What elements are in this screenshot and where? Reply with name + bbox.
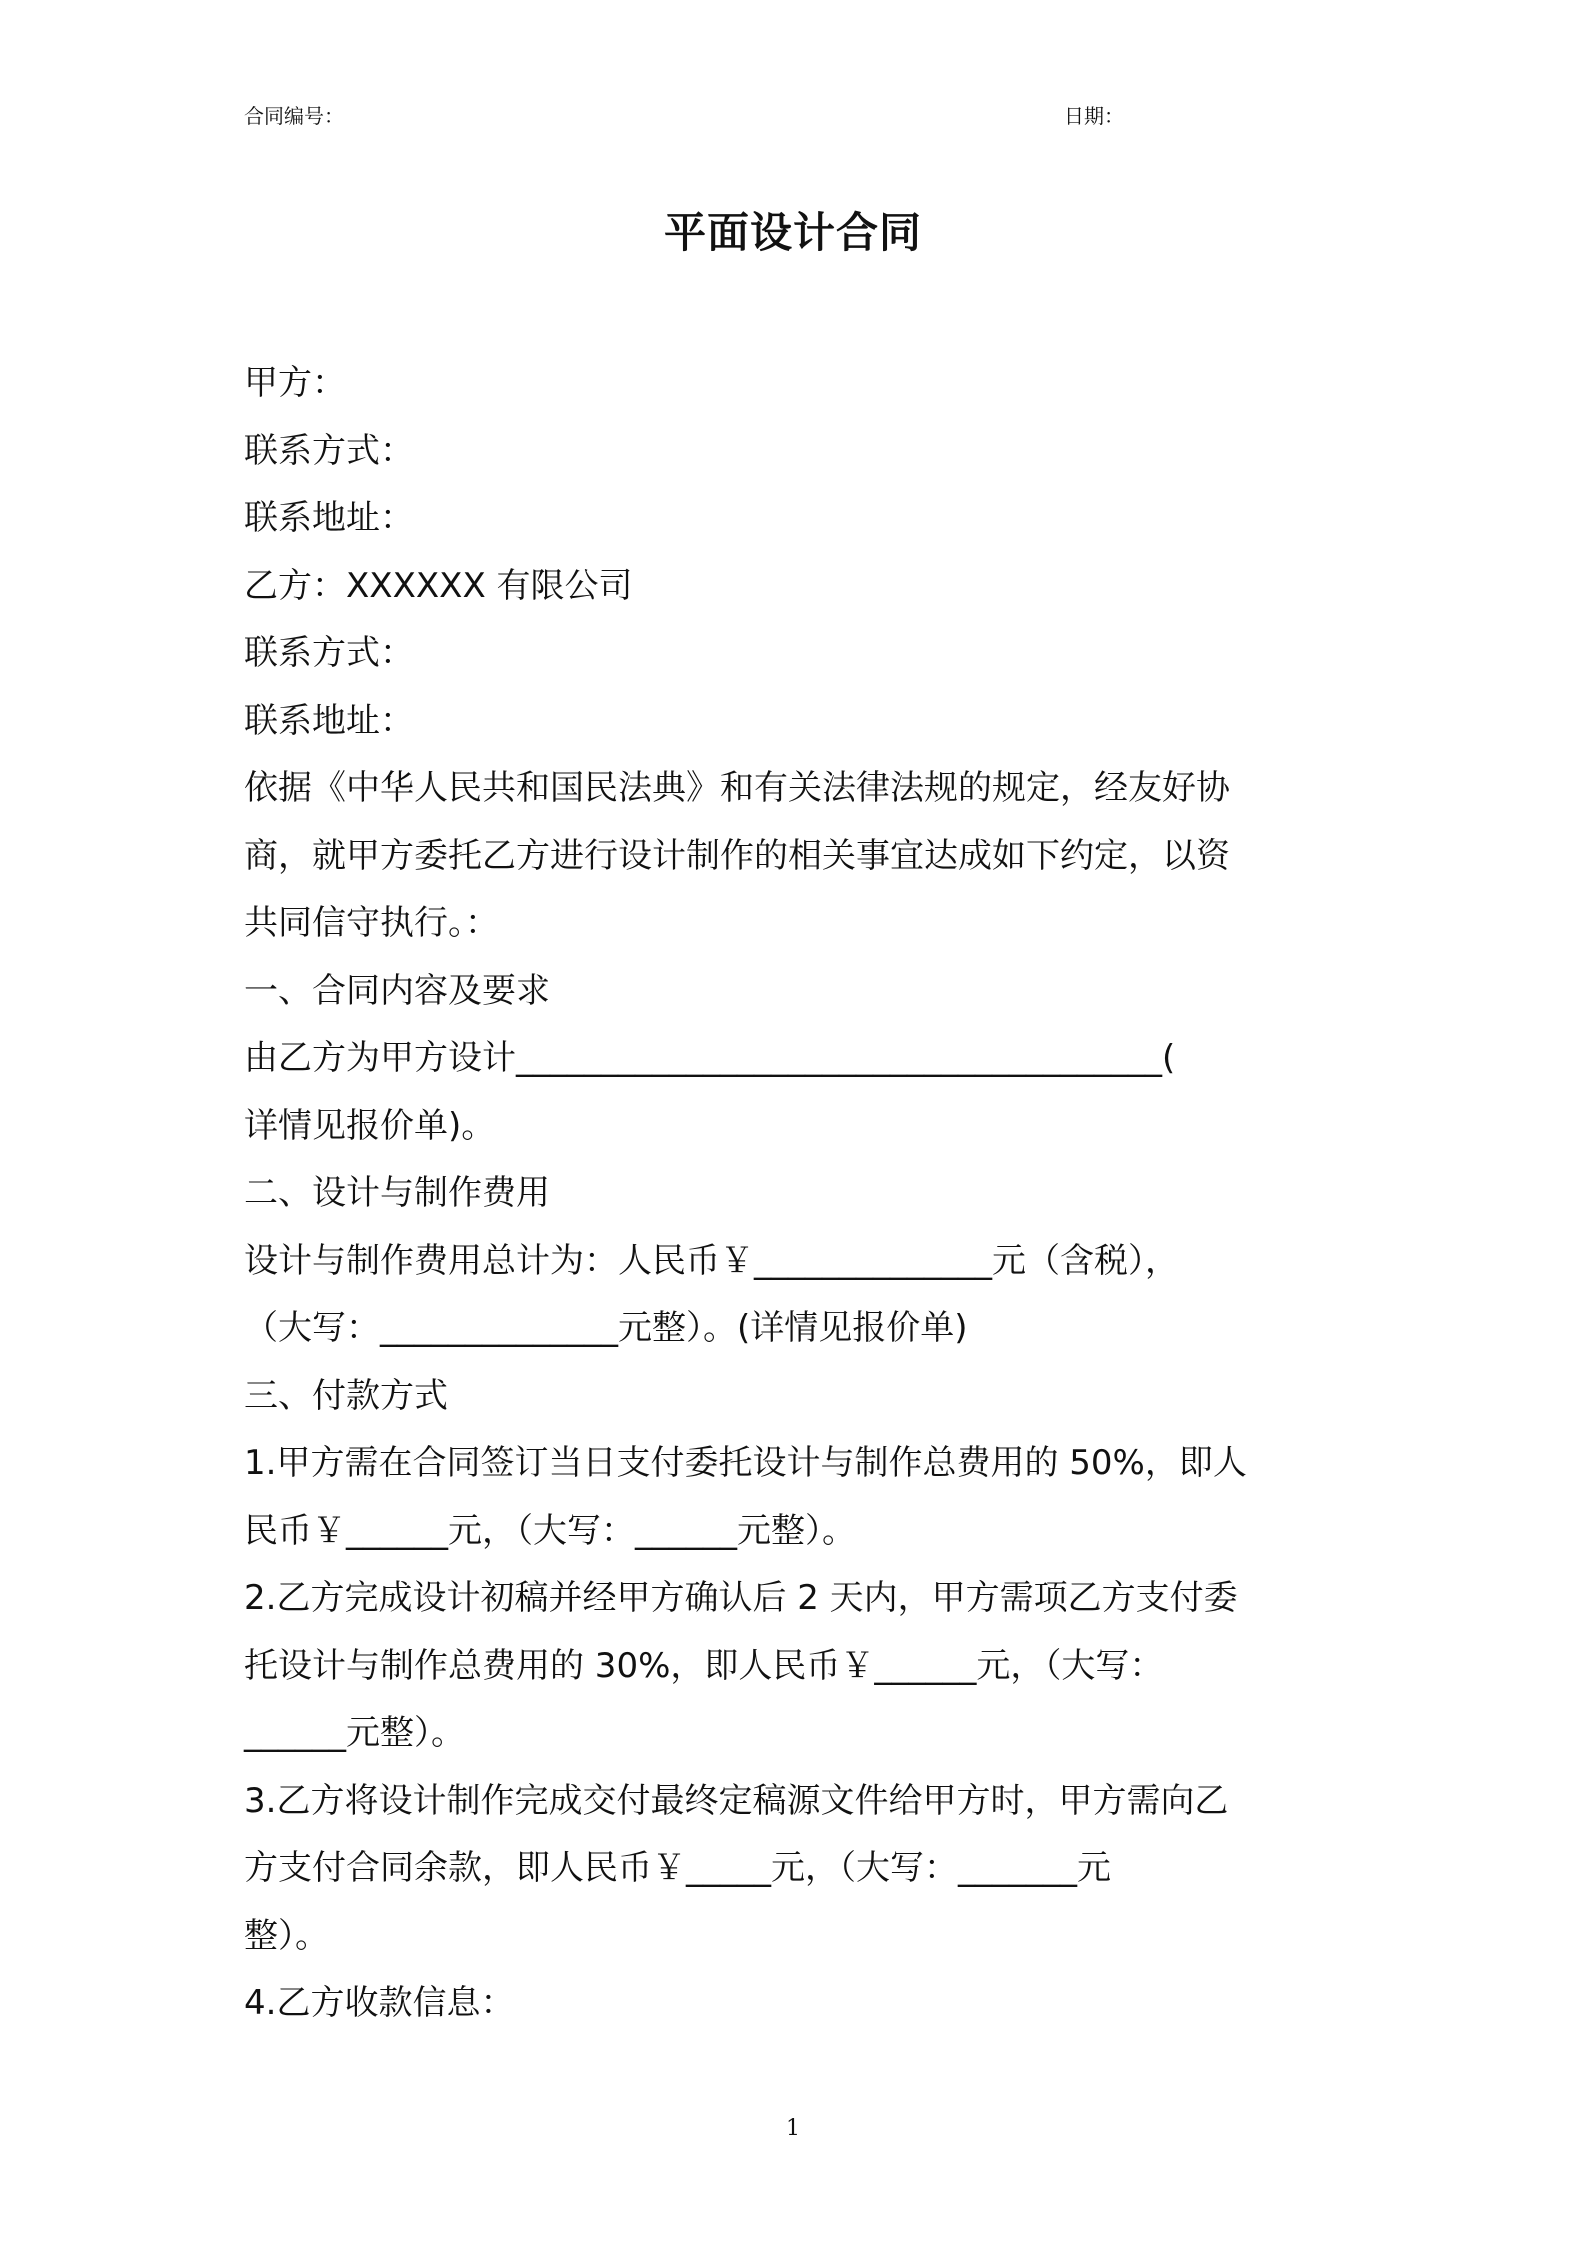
payment-3-line-3: 整）。 <box>244 1915 329 1956</box>
contract-number-label: 合同编号： <box>244 104 344 128</box>
section-1-line-2: 详情见报价单)。 <box>244 1105 496 1146</box>
preamble-line-2: 商，就甲方委托乙方进行设计制作的相关事宜达成如下约定，以资 <box>244 835 1230 876</box>
date-label: 日期： <box>1064 104 1124 128</box>
page-number: 1 <box>786 2116 800 2141</box>
section-2-line-1: 设计与制作费用总计为：人民币￥______________元（含税）， <box>244 1240 1179 1281</box>
payment-1-line-2: 民币￥______元，（大写：______元整）。 <box>244 1510 856 1551</box>
payment-3-line-1: 3.乙方将设计制作完成交付最终定稿源文件给甲方时，甲方需向乙 <box>244 1780 1229 1821</box>
payment-4-line-1: 4.乙方收款信息： <box>244 1983 515 2023</box>
preamble-line-3: 共同信守执行。： <box>244 903 499 943</box>
payment-3-line-2: 方支付合同余款，即人民币￥_____元，（大写：_______元 <box>244 1848 1111 1888</box>
party-b-address-line: 联系地址： <box>244 700 414 741</box>
payment-1-line-1: 1.甲方需在合同签订当日支付委托设计与制作总费用的 50%，即人 <box>244 1443 1247 1483</box>
party-a-contact-line: 联系方式： <box>244 430 414 471</box>
payment-2-line-1: 2.乙方完成设计初稿并经甲方确认后 2 天内，甲方需项乙方支付委 <box>244 1578 1238 1618</box>
document-header <box>244 100 1344 132</box>
section-3-heading: 三、付款方式 <box>244 1375 448 1416</box>
section-1-heading: 一、合同内容及要求 <box>244 970 550 1011</box>
party-b-line: 乙方：XXXXXX 有限公司 <box>244 565 633 606</box>
section-2-line-2: （大写：______________元整）。(详情见报价单) <box>244 1308 968 1348</box>
payment-2-line-2: 托设计与制作总费用的 30%，即人民币￥______元，（大写： <box>244 1645 1164 1686</box>
document-title: 平面设计合同 <box>663 208 922 257</box>
contract-body <box>244 350 1354 2038</box>
payment-2-line-3: ______元整）。 <box>244 1713 465 1753</box>
section-1-line-1: 由乙方为甲方设计______________________________________( <box>244 1038 1176 1078</box>
preamble-line-1: 依据《中华人民共和国民法典》和有关法律法规的规定，经友好协 <box>244 768 1230 808</box>
party-a-address-line: 联系地址： <box>244 498 414 538</box>
party-a-line: 甲方： <box>244 363 346 403</box>
section-2-heading: 二、设计与制作费用 <box>244 1173 550 1213</box>
party-b-contact-line: 联系方式： <box>244 633 414 673</box>
